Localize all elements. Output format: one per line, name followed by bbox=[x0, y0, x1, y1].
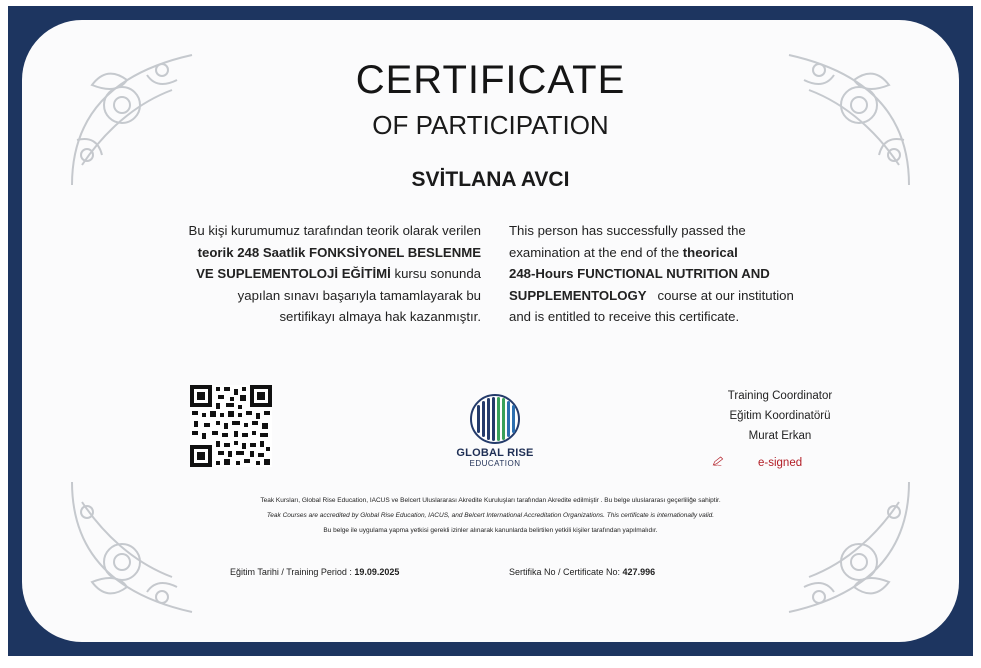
certificate-subtitle: OF PARTICIPATION bbox=[372, 110, 609, 140]
global-rise-logo bbox=[447, 393, 543, 468]
ornament-bottom-right-icon bbox=[779, 472, 919, 622]
certificate-title: CERTIFICATE bbox=[355, 58, 626, 102]
tr-line-2: teorik 248 Saatlik FONKSİYONEL BESLENME bbox=[197, 244, 481, 260]
tr-line-4: yapılan sınavı başarıyla tamamlayarak bu bbox=[237, 287, 481, 303]
turkish-description bbox=[101, 220, 481, 328]
qr-code-icon[interactable] bbox=[190, 385, 272, 467]
fine-print-legal: Bu belge ile uygulama yapma yetkisi gerekli izinler alınarak kanunlarda belirtilen yetkili kişiler tarafından yapılmalıdır. bbox=[323, 527, 658, 534]
coordinator-role-tr: Eğitim Koordinatörü bbox=[729, 410, 831, 422]
certificate-number-value: 427.996 bbox=[622, 567, 656, 577]
pen-icon bbox=[712, 445, 752, 477]
recipient-name: SVİTLANA AVCI bbox=[411, 168, 570, 191]
esign-label: e-signed bbox=[758, 457, 803, 469]
certificate-number bbox=[509, 567, 655, 577]
en-line-4-rest: course at our institution bbox=[646, 287, 794, 303]
en-line-4 bbox=[509, 285, 869, 307]
en-line-4-bold: SUPPLEMENTOLOGY bbox=[509, 287, 647, 303]
logo-name: GLOBAL RISE bbox=[456, 447, 534, 459]
tr-line-3-rest: kursu sonunda bbox=[390, 266, 481, 281]
en-line-1: This person has successfully passed the bbox=[509, 223, 746, 238]
en-line-5: and is entitled to receive this certificate. bbox=[509, 309, 740, 324]
tr-line-3 bbox=[101, 263, 481, 285]
en-line-2-bold: theorical bbox=[682, 244, 738, 260]
tr-line-5: sertifikayı almaya hak kazanmıştır. bbox=[279, 309, 481, 324]
globe-icon bbox=[469, 393, 521, 445]
tr-line-3-bold: VE SUPLEMENTOLOJİ EĞİTİMİ bbox=[196, 266, 391, 281]
en-line-2-pre: examination at the end of the bbox=[509, 244, 683, 260]
coordinator-block bbox=[700, 386, 860, 446]
ornament-bottom-left-icon bbox=[62, 472, 202, 622]
certificate-number-label: Sertifika No / Certificate No: bbox=[509, 567, 623, 577]
training-period bbox=[230, 567, 399, 577]
training-period-label: Eğitim Tarihi / Training Period : bbox=[230, 567, 355, 577]
fine-print-en: Teak Courses are accredited by Global Rise Education, IACUS, and Belcert International Accreditation Organizations. This certificate is internationally valid. bbox=[266, 512, 715, 519]
en-line-3: 248-Hours FUNCTIONAL NUTRITION AND bbox=[509, 266, 770, 281]
training-period-value: 19.09.2025 bbox=[354, 567, 400, 577]
fine-print-tr: Teak Kursları, Global Rise Education, IACUS ve Belcert Uluslararası Akredite Kuruluşları tarafından Akredite edilmiştir . Bu belge uluslararası geçerliliğe sahiptir. bbox=[260, 497, 721, 504]
en-line-2 bbox=[509, 242, 869, 264]
tr-line-1: Bu kişi kurumumuz tarafından teorik olarak verilen bbox=[188, 223, 481, 238]
coordinator-name: Murat Erkan bbox=[748, 430, 812, 442]
coordinator-role-en: Training Coordinator bbox=[727, 390, 833, 402]
english-description bbox=[509, 220, 869, 328]
logo-subtitle: EDUCATION bbox=[469, 459, 521, 468]
